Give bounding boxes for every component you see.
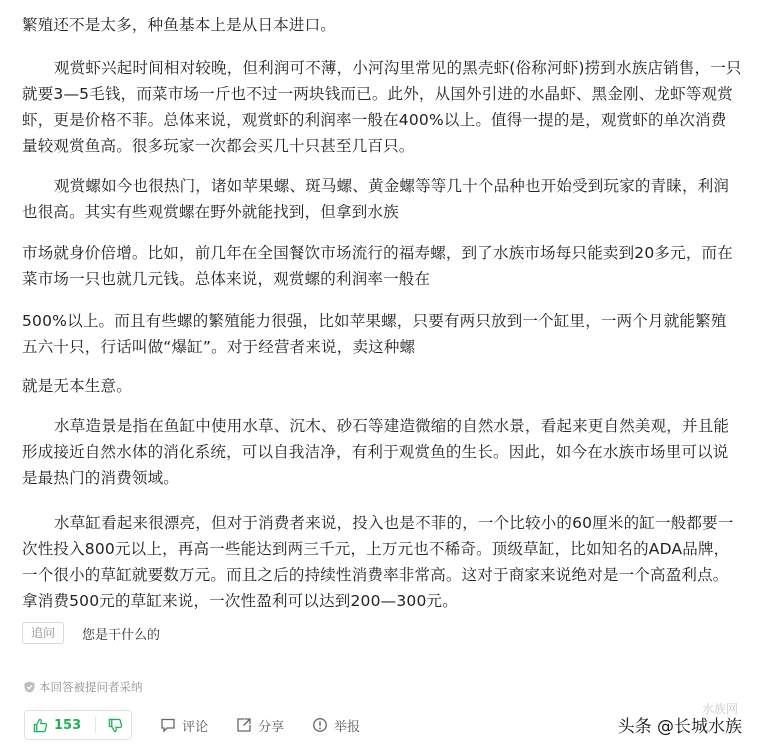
watermark (617, 702, 742, 737)
paragraph: 就是无本生意。 (22, 377, 132, 395)
like-count: 153 (54, 717, 82, 733)
watermark-faint: 水族网 (701, 702, 738, 716)
share-button[interactable] (236, 716, 284, 735)
paragraph: 水草造景是指在鱼缸中使用水草、沉木、砂石等建造微缩的自然水景，看起来更自然美观，并且能形成接近自然水体的消化系统，可以自我洁净，有利于观赏鱼的生长。因此，如今在水族市场里可以说是最热门的消费领域。 (22, 417, 730, 487)
vote-box (24, 710, 132, 740)
like-button[interactable] (33, 718, 81, 733)
report-button[interactable] (312, 716, 360, 735)
paragraph: 观赏螺如今也很热门，诸如苹果螺、斑马螺、黄金螺等等几十个品种也开始受到玩家的青睐，利润也很高。其实有些观赏螺在野外就能找到，但拿到水族 (22, 177, 730, 221)
share-icon (236, 717, 252, 733)
thumbs-up-icon (33, 718, 48, 733)
paragraph: 500%以上。而且有些螺的繁殖能力很强，比如苹果螺，只要有两只放到一个缸里，一两个月就能繁殖五六十只，行话叫做“爆缸”。对于经营者来说，卖这种螺 (22, 312, 727, 356)
report-label: 举报 (334, 719, 361, 735)
shield-check-icon (24, 681, 35, 693)
comment-label: 评论 (182, 719, 209, 735)
accepted-text: 本回答被提问者采纳 (39, 680, 143, 694)
followup-tag[interactable]: 追问 (22, 622, 64, 644)
watermark-text: 头条 @长城水族 (617, 717, 742, 737)
paragraph: 繁殖还不是太多，种鱼基本上是从日本进口。 (22, 16, 337, 34)
comment-icon (160, 717, 176, 733)
report-icon (312, 717, 328, 733)
accepted-badge (24, 679, 143, 695)
action-bar (24, 710, 360, 740)
paragraph: 观赏虾兴起时间相对较晚，但利润可不薄，小河沟里常见的黑壳虾(俗称河虾)捞到水族店销售，一只就要3—5毛钱，而菜市场一斤也不过一两块钱而已。此外，从国外引进的水晶虾、黑金刚、龙虾等观赏虾，更是价格不菲。总体来说，观赏虾的利润率一般在400%以上。值得一提的是，观赏虾的单次消费量较观赏鱼高。很多玩家一次都会买几十只甚至几百只。 (22, 59, 742, 155)
paragraph: 市场就身价倍增。比如，前几年在全国餐饮市场流行的福寿螺，到了水族市场每只能卖到20多元，而在菜市场一只也就几元钱。总体来说，观赏螺的利润率一般在 (22, 244, 733, 288)
followup-row (22, 622, 160, 644)
followup-question: 您是干什么的 (82, 627, 161, 643)
share-label: 分享 (258, 719, 285, 735)
vote-divider (95, 717, 96, 733)
comment-button[interactable] (160, 716, 208, 735)
thumbs-down-icon[interactable] (108, 718, 123, 733)
paragraph: 水草缸看起来很漂亮，但对于消费者来说，投入也是不菲的，一个比较小的60厘米的缸一般都要一次性投入800元以上，再高一些能达到两三千元，上万元也不稀奇。顶级草缸，比如知名的ADA品牌，一个很小的草缸就要数万元。而且之后的持续性消费率非常高。这对于商家来说绝对是一个高盈利点。拿消费500元的草缸来说，一次性盈利可以达到200—300元。 (22, 514, 734, 610)
